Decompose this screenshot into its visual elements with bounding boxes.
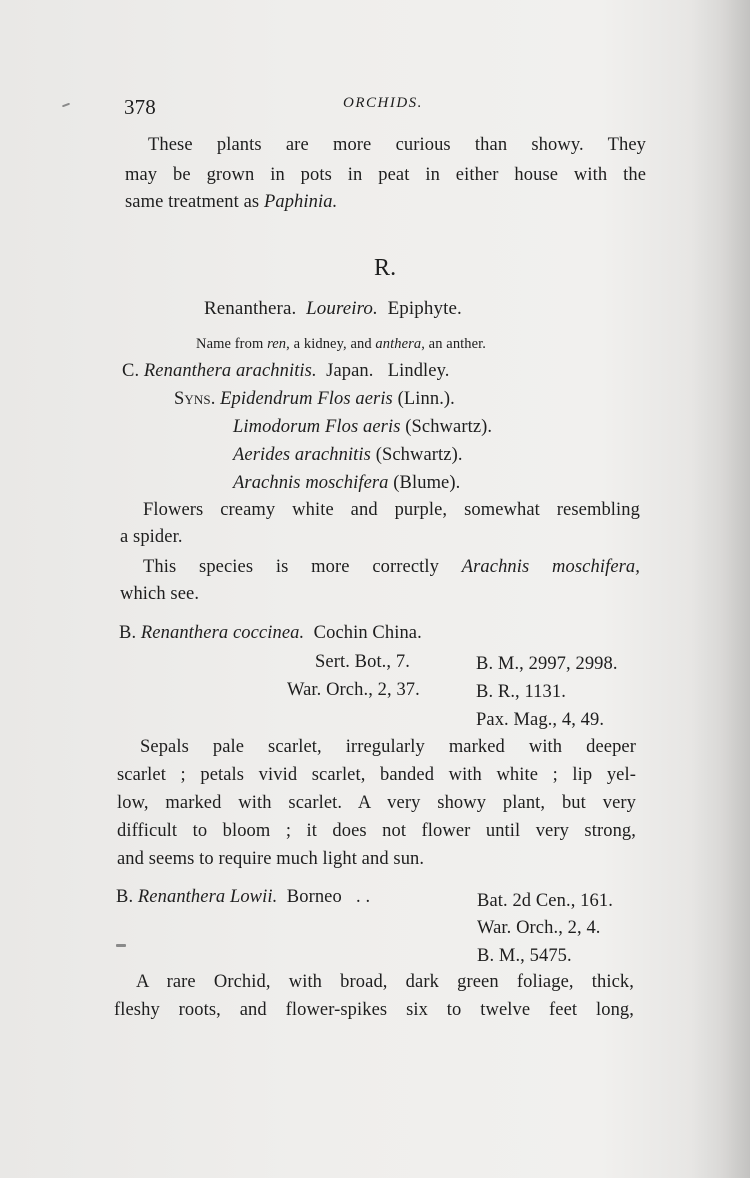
gutter-shadow (690, 0, 750, 1178)
species-1-note-line-2: which see. (120, 584, 200, 604)
syns-label: Syns. (174, 389, 216, 409)
section-letter: R. (374, 255, 397, 281)
ref-br: B. R., 1131. (476, 682, 566, 702)
species-2-desc-line-3: low, marked with scarlet. A very showy plant, but very (117, 793, 636, 813)
ref-war-orch-2: War. Orch., 2, 4. (477, 918, 601, 938)
synonym-2: Limodorum Flos aeris (Schwartz). (233, 417, 493, 437)
species-1-desc-line-1: Flowers creamy white and purple, somewhat resembling (143, 500, 640, 520)
genus-habit: Epiphyte. (387, 298, 462, 319)
species-1-name: Renanthera arachnitis. (143, 361, 317, 381)
intro-line-3: same treatment as Paphinia. (125, 192, 338, 212)
species-2-desc-line-5: and seems to require much light and sun. (117, 849, 425, 869)
species-3-desc-line-2: fleshy roots, and flower-spikes six to twelve feet long, (114, 1000, 634, 1020)
intro-line-1: These plants are more curious than showy. They (148, 135, 646, 155)
ref-war-orch: War. Orch., 2, 37. (287, 680, 420, 700)
ref-bat: Bat. 2d Cen., 161. (477, 891, 613, 911)
species-1-note-line-1: This species is more correctly Arachnis moschifera, (143, 557, 640, 577)
species-3-heading: B. Renanthera Lowii. Borneo . . (116, 887, 371, 907)
genus-name: Renanthera. (204, 298, 297, 319)
synonym-1: Syns. Epidendrum Flos aeris (Linn.). (174, 389, 455, 409)
species-1-desc-line-2: a spider. (120, 527, 183, 547)
species-1-heading: C. Renanthera arachnitis. Japan. Lindley. (122, 361, 450, 381)
species-3-desc-line-1: A rare Orchid, with broad, dark green foliage, thick, (136, 972, 634, 992)
species-2-desc-line-4: difficult to bloom ; it does not flower until very strong, (117, 821, 636, 841)
paper-speck (62, 103, 70, 108)
species-2-desc-line-1: Sepals pale scarlet, irregularly marked with deeper (140, 737, 636, 757)
species-2-desc-line-2: scarlet ; petals vivid scarlet, banded with white ; lip yel- (117, 765, 636, 785)
running-title: ORCHIDS. (343, 95, 423, 111)
ref-bm-2: B. M., 5475. (477, 946, 572, 966)
genus-author: Loureiro. (306, 298, 378, 319)
species-3-name: Renanthera Lowii. (137, 887, 278, 907)
paper-speck (116, 944, 126, 947)
ref-sert-bot: Sert. Bot., 7. (315, 652, 410, 672)
page-number: 378 (124, 95, 156, 119)
ref-bm: B. M., 2997, 2998. (476, 654, 618, 674)
ref-pax-mag: Pax. Mag., 4, 49. (476, 710, 605, 730)
species-2-name: Renanthera coccinea. (140, 623, 305, 643)
etymology: Name from ren, a kidney, and anthera, an anther. (196, 336, 487, 352)
intro-line-2: may be grown in pots in peat in either house with the (125, 165, 646, 185)
synonym-4: Arachnis moschifera (Blume). (233, 473, 461, 493)
species-2-heading: B. Renanthera coccinea. Cochin China. (119, 623, 422, 643)
synonym-3: Aerides arachnitis (Schwartz). (233, 445, 463, 465)
genus-heading (204, 298, 462, 320)
